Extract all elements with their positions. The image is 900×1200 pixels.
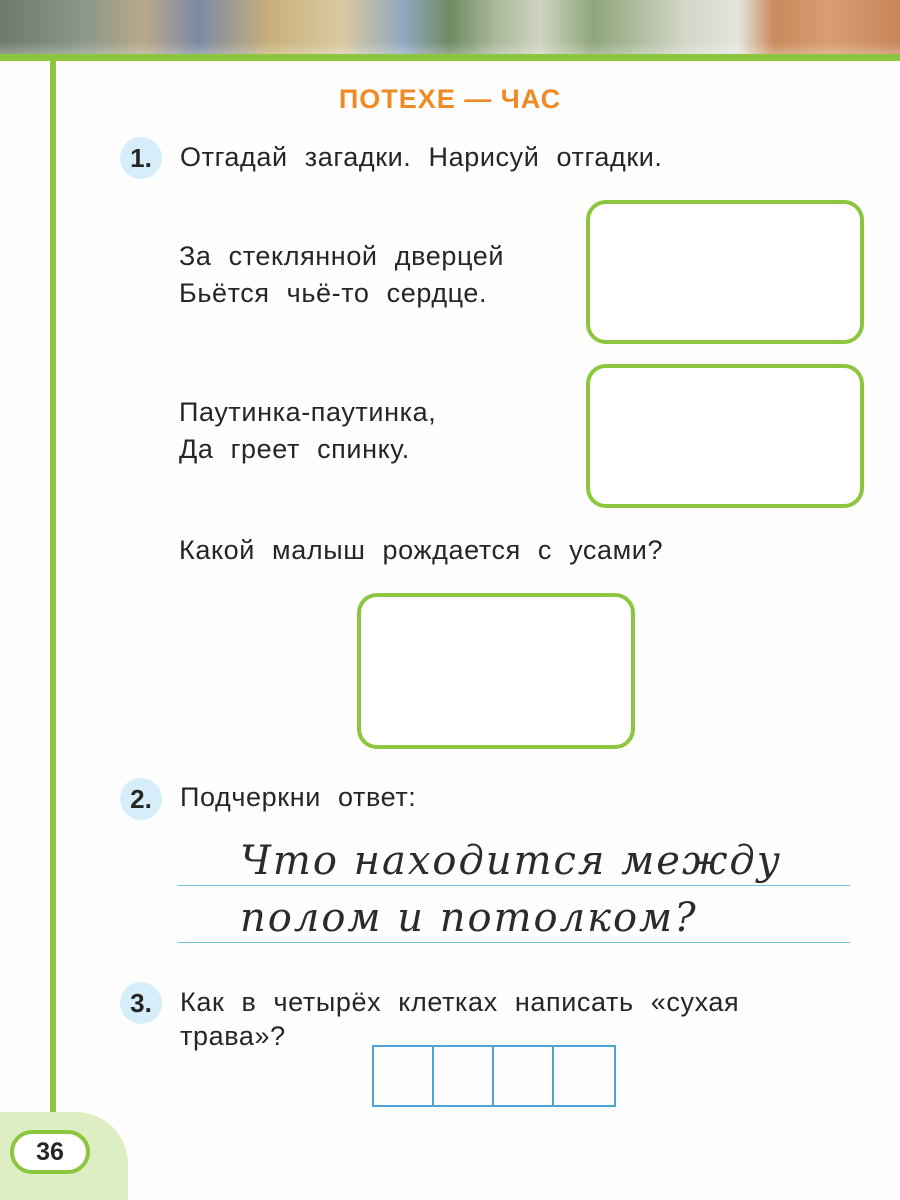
answer-box-2[interactable] <box>586 364 864 508</box>
riddle-3 <box>179 532 663 569</box>
header-green-bar <box>0 54 900 61</box>
task-3-text-line-2: трава»? <box>180 1021 286 1051</box>
riddle-3-line-1: Какой малыш рождается с усами? <box>179 535 664 565</box>
task-3-number: 3. <box>120 982 162 1024</box>
riddle-2-line-2: Да греет спинку. <box>179 434 410 464</box>
ruled-line-1 <box>178 885 850 886</box>
answer-box-3[interactable] <box>357 593 635 749</box>
page-title: ПОТЕХЕ — ЧАС <box>338 84 562 114</box>
task-3-text-line-1: Как в четырёх клетках написать «сухая <box>180 987 740 1017</box>
task-1-number: 1. <box>120 137 162 179</box>
task-1-text: Отгадай загадки. Нарисуй отгадки. <box>180 142 663 172</box>
task-2-text: Подчеркни ответ: <box>180 782 417 812</box>
task-2-number: 2. <box>120 778 162 820</box>
page-number: 36 <box>10 1130 90 1174</box>
answer-cell[interactable] <box>374 1047 434 1105</box>
riddle-1-line-1: За стеклянной дверцей <box>179 241 505 271</box>
answer-box-1[interactable] <box>586 200 864 344</box>
riddle-2-line-1: Паутинка-паутинка, <box>179 397 437 427</box>
riddle-2 <box>179 394 436 468</box>
handwriting-line-2[interactable]: полом и потолком? <box>240 895 698 941</box>
answer-cell[interactable] <box>554 1047 614 1105</box>
margin-line <box>50 61 56 1141</box>
answer-cell[interactable] <box>434 1047 494 1105</box>
handwriting-line-1[interactable]: Что находится между <box>240 838 782 884</box>
answer-cell[interactable] <box>494 1047 554 1105</box>
riddle-1-line-2: Бьётся чьё-то сердце. <box>179 278 488 308</box>
header-photo-strip <box>0 0 900 54</box>
ruled-line-2 <box>178 942 850 943</box>
answer-cells[interactable] <box>372 1045 616 1107</box>
riddle-1 <box>179 238 504 312</box>
